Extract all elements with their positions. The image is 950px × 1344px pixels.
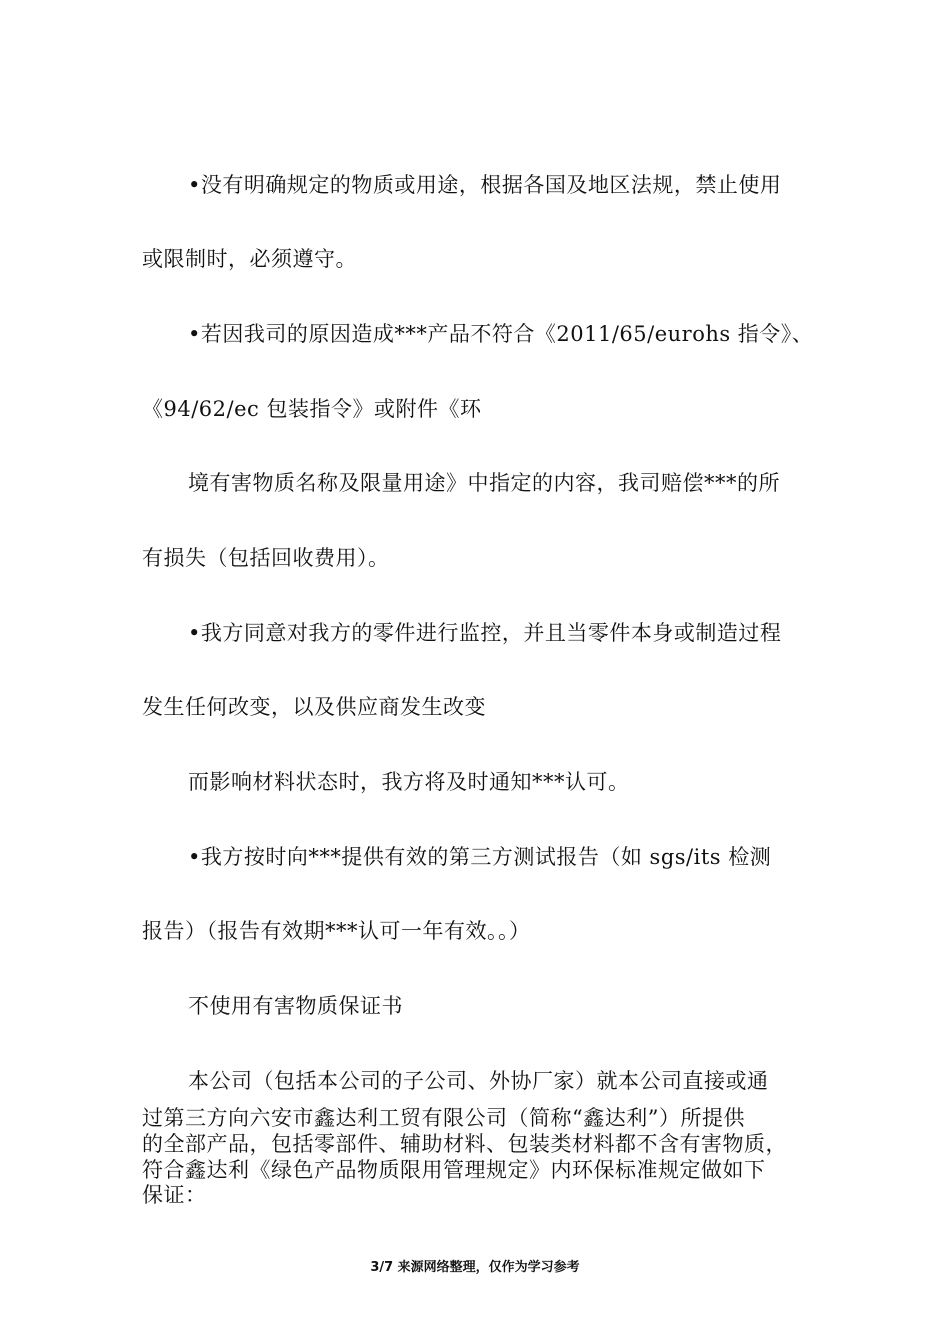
paragraph-line-13: 本公司（包括本公司的子公司、外协厂家）就本公司直接或通: [188, 1069, 769, 1093]
paragraph-line-5: 境有害物质名称及限量用途》中指定的内容，我司赔偿***的所: [188, 471, 780, 495]
paragraph-line-10: •我方按时向***提供有效的第三方测试报告（如 sgs/its 检测: [188, 845, 772, 869]
paragraph-line-2: 或限制时，必须遵守。: [142, 247, 357, 271]
section-heading: 不使用有害物质保证书: [188, 994, 403, 1018]
paragraph-line-17: 保证：: [142, 1183, 207, 1207]
paragraph-line-7: •我方同意对我方的零件进行监控，并且当零件本身或制造过程: [188, 621, 782, 645]
paragraph-line-9: 而影响材料状态时，我方将及时通知***认可。: [188, 770, 630, 794]
page-footer: 3/7 来源网络整理，仅作为学习参考: [370, 1260, 580, 1275]
paragraph-line-1: •没有明确规定的物质或用途，根据各国及地区法规，禁止使用: [188, 173, 782, 197]
paragraph-line-15: 的全部产品，包括零部件、辅助材料、包装类材料都不含有害物质，: [142, 1132, 787, 1156]
paragraph-line-11: 报告）（报告有效期***认可一年有效。。）: [142, 919, 531, 943]
paragraph-line-4: 《94/62/ec 包装指令》或附件《环: [142, 397, 482, 421]
paragraph-line-8: 发生任何改变，以及供应商发生改变: [142, 695, 486, 719]
paragraph-line-14: 过第三方向六安市鑫达利工贸有限公司（简称“鑫达利”）所提供: [142, 1106, 745, 1130]
paragraph-line-3: •若因我司的原因造成***产品不符合《2011/65/eurohs 指令》、: [188, 322, 814, 346]
paragraph-line-16: 符合鑫达利《绿色产品物质限用管理规定》内环保标准规定做如下: [142, 1158, 766, 1182]
paragraph-line-6: 有损失（包括回收费用）。: [142, 546, 390, 570]
